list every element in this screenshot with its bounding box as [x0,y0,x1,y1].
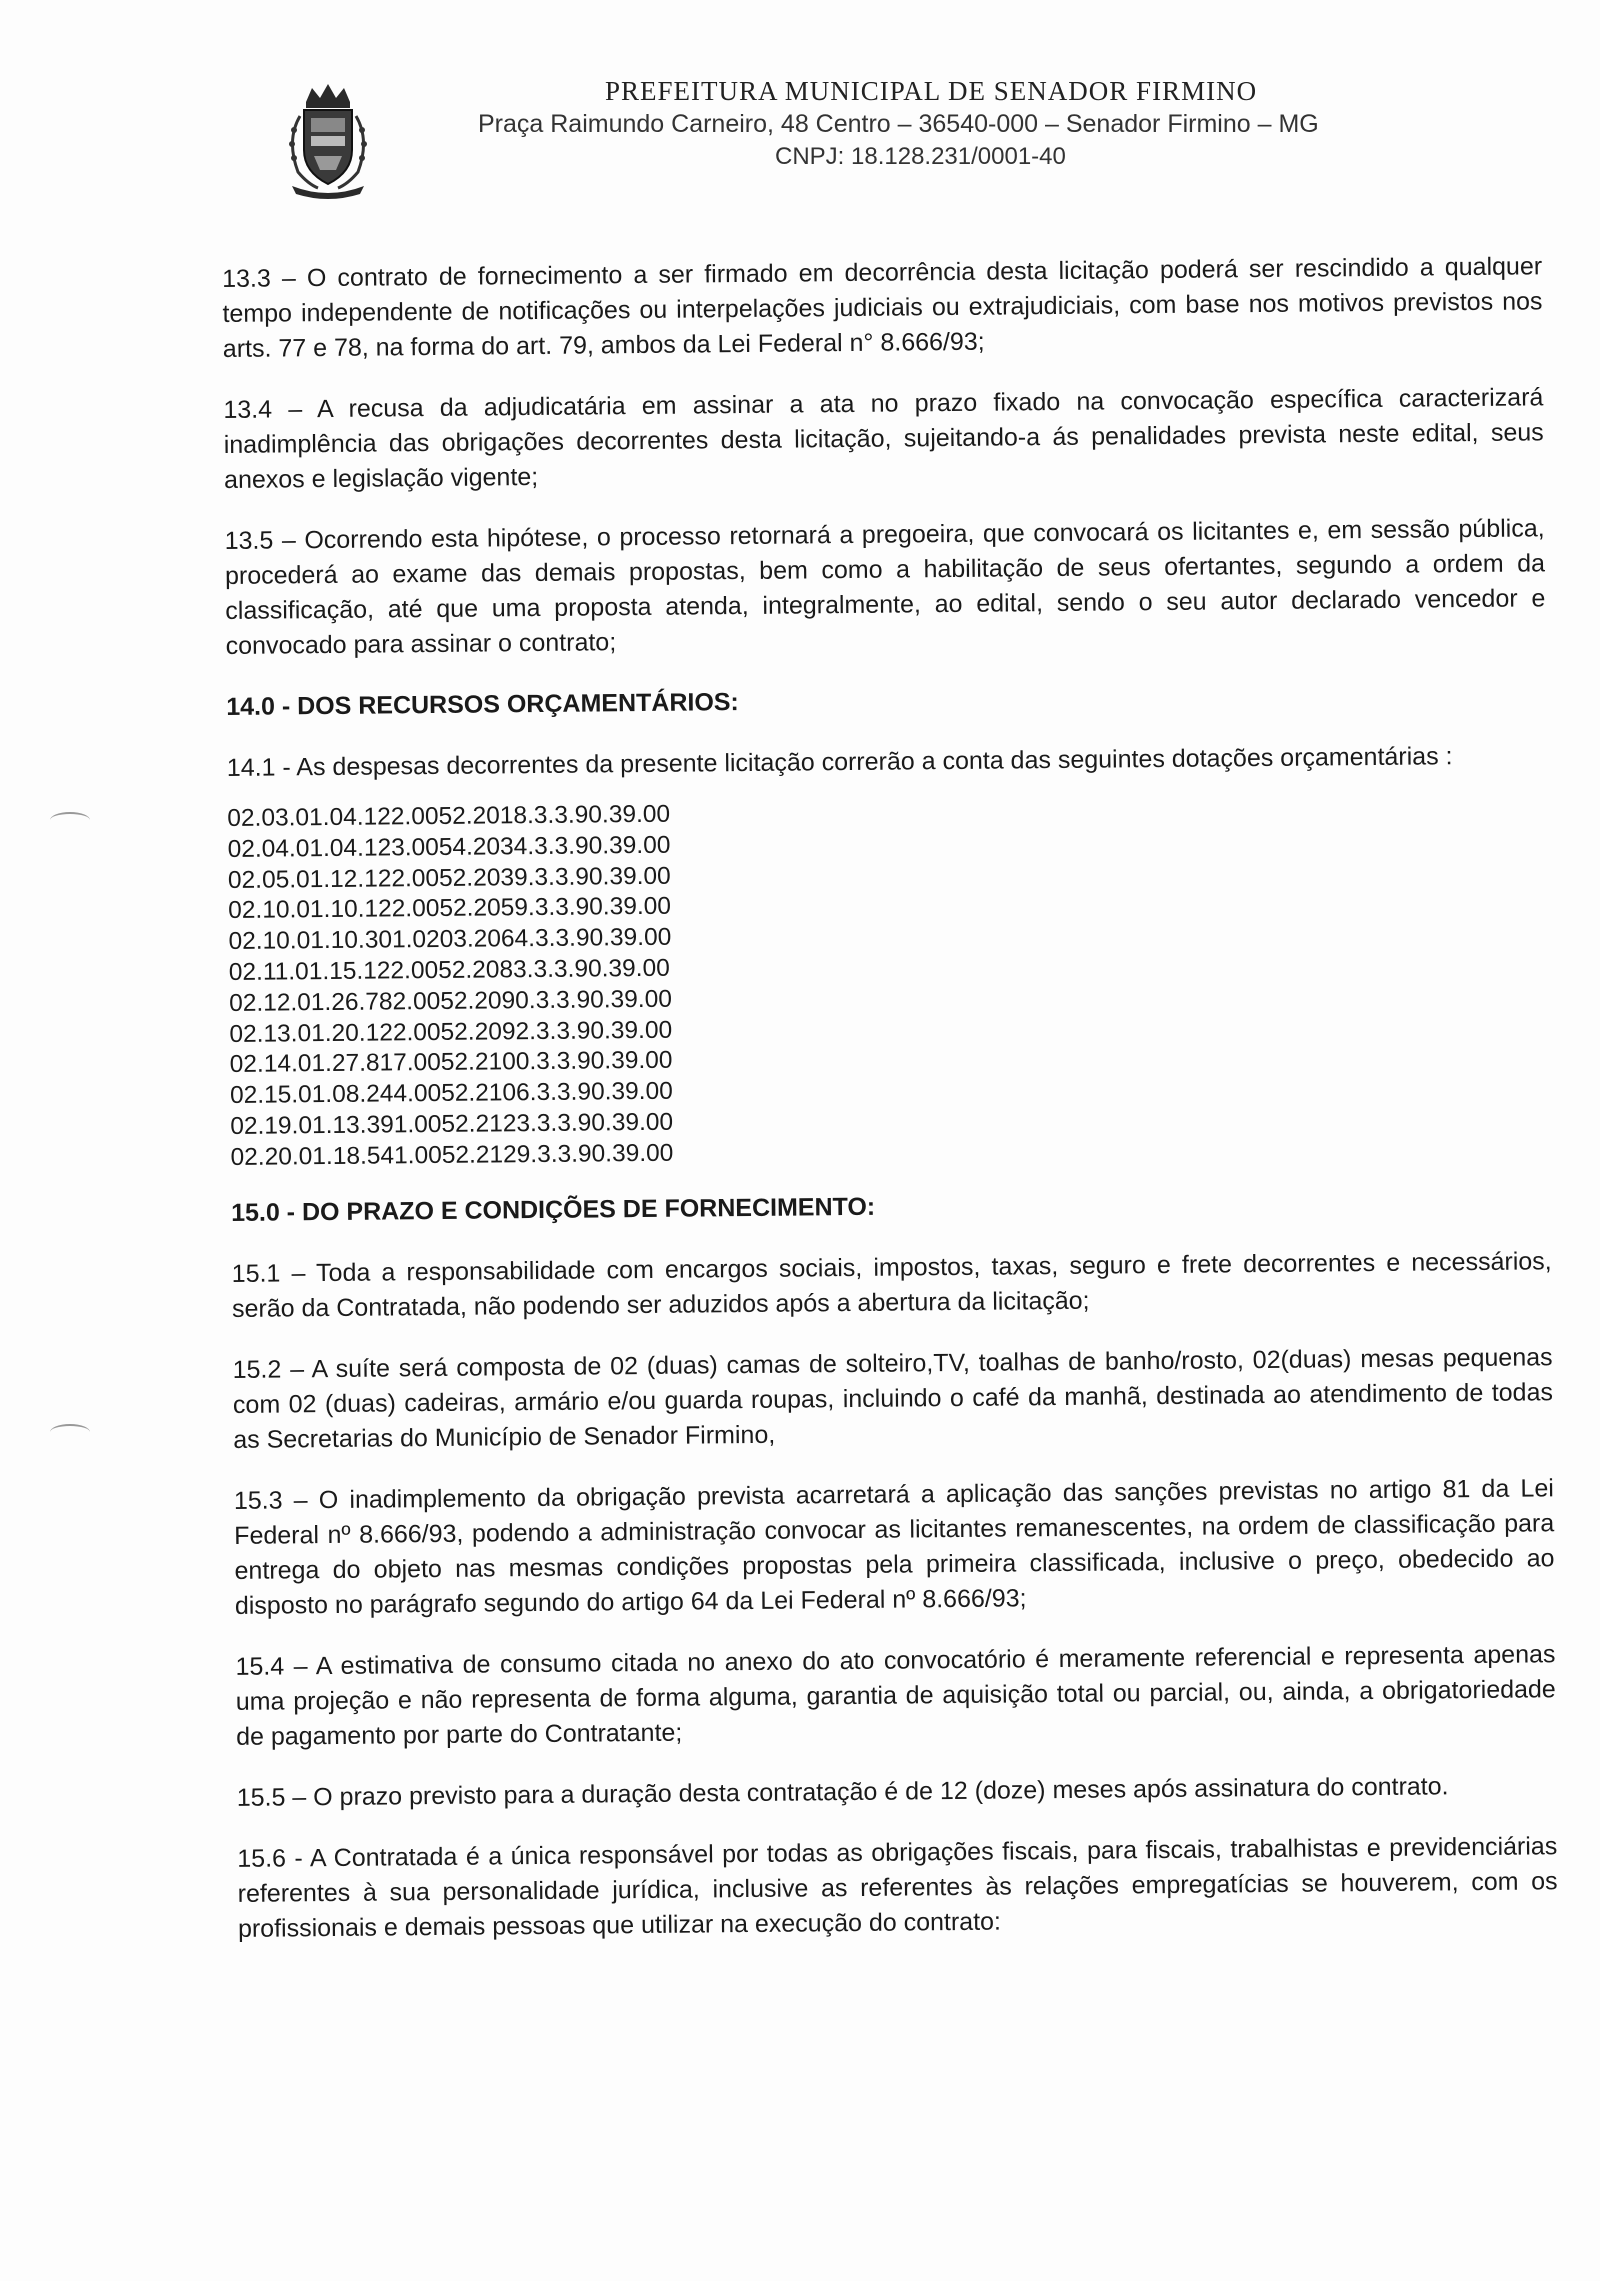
clause-13-4: 13.4 – A recusa da adjudicatária em assinar a ata no prazo fixado na convocação específica caracterizará inadimplência das obrigações decorrentes desta licitação, sujeitando-a ás penalidades prevista neste edital, seus anexos e legislação vigente; [223,383,1544,494]
organization-name: PREFEITURA MUNICIPAL DE SENADOR FIRMINO [605,76,1258,106]
margin-mark [50,1424,90,1440]
budget-code: 02.15.01.08.244.0052.2106.3.3.90.39.00 [229,1077,673,1110]
budget-code: 02.13.01.20.122.0052.2092.3.3.90.39.00 [229,1016,673,1048]
budget-code: 02.20.01.18.541.0052.2129.3.3.90.39.00 [230,1139,674,1171]
clause-15-6: 15.6 - A Contratada é a única responsável por todas as obrigações fiscais, para fiscais, trabalhistas e previdenciárias referentes à sua personalidade jurídica, inclusive as referentes às relações empregatícias se houverem, com os profissionais e demais pessoas que utilizar na execução do contrato: [237,1831,1558,1943]
budget-code: 02.10.01.10.122.0052.2059.3.3.90.39.00 [228,893,672,925]
budget-code: 02.03.01.04.122.0052.2018.3.3.90.39.00 [227,800,671,832]
budget-code: 02.05.01.12.122.0052.2039.3.3.90.39.00 [227,862,671,894]
clause-14-1: 14.1 - As despesas decorrentes da presente licitação correrão a conta das seguintes dotações orçamentárias : [226,742,1453,782]
budget-code: 02.04.01.04.123.0054.2034.3.3.90.39.00 [227,831,671,863]
section-heading-14: 14.0 - DOS RECURSOS ORÇAMENTÁRIOS: [226,688,739,721]
clause-13-3: 13.3 – O contrato de fornecimento a ser firmado em decorrência desta licitação poderá ser rescindido a qualquer tempo independente de notificações ou interpelações judiciais ou extrajudiciais, com base nos motivos previstos nos arts. 77 e 78, na forma do art. 79, ambos da Lei Federal n° 8.666/93; [222,252,1543,363]
budget-code-list [227,791,1550,1173]
budget-code: 02.10.01.10.301.0203.2064.3.3.90.39.00 [228,923,672,956]
clause-15-4: 15.4 – A estimativa de consumo citada no anexo do ato convocatório é meramente referencial e representa apenas uma projeção e não representa de forma alguma, garantia de aquisição total ou parcial, ou, ainda, a obrigatoriedade de pagamento por parte do Contratante; [235,1639,1556,1751]
section-heading-15: 15.0 - DO PRAZO E CONDIÇÕES DE FORNECIMENTO: [230,1192,876,1227]
budget-code: 02.12.01.26.782.0052.2090.3.3.90.39.00 [228,985,673,1017]
clause-15-3: 15.3 – O inadimplemento da obrigação prevista acarretará a aplicação das sanções previstas no artigo 81 da Lei Federal nº 8.666/93, podendo a administração convocar as licitantes remanescentes, na ordem de classificação para entrega do objeto nas mesmas condições propostas pela primeira classificada, inclusive o preço, obedecido ao disposto no parágrafo segundo do artigo 64 da Lei Federal nº 8.666/93; [233,1473,1555,1620]
document-body [222,249,1558,1972]
clause-15-1: 15.1 – Toda a responsabilidade com encargos sociais, impostos, taxas, seguro e frete decorrentes e necessários, serão da Contratada, não podendo ser aduzidos após a abertura da licitação; [231,1246,1552,1323]
organization-address: Praça Raimundo Carneiro, 48 Centro – 36540-000 – Senador Firmino – MG [478,110,1319,138]
clause-15-5: 15.5 – O prazo previsto para a duração desta contratação é de 12 (doze) meses após assinatura do contrato. [236,1771,1449,1812]
organization-cnpj: CNPJ: 18.128.231/0001-40 [775,143,1066,170]
budget-code: 02.11.01.15.122.0052.2083.3.3.90.39.00 [228,954,670,986]
budget-code: 02.19.01.13.391.0052.2123.3.3.90.39.00 [230,1108,674,1140]
clause-15-2: 15.2 – A suíte será composta de 02 (duas) camas de solteiro,TV, toalhas de banho/rosto, 02(duas) mesas pequenas com 02 (duas) cadeiras, armário e/ou guarda roupas, incluindo o café da manhã, destinada ao atendimento de todas as Secretarias do Município de Senador Firmino, [232,1342,1554,1454]
margin-mark [50,812,90,828]
municipal-coat-of-arms-icon [278,80,378,200]
budget-code: 02.14.01.27.817.0052.2100.3.3.90.39.00 [229,1047,673,1079]
clause-13-5: 13.5 – Ocorrendo esta hipótese, o processo retornará a pregoeira, que convocará os licitantes e, em sessão pública, procederá ao exame das demais propostas, bem como a habilitação de seus ofertantes, segundo a ordem da classificação, até que uma proposta atenda, integralmente, ao edital, sendo o seu autor declarado vencedor e convocado para assinar o contrato; [224,514,1546,660]
